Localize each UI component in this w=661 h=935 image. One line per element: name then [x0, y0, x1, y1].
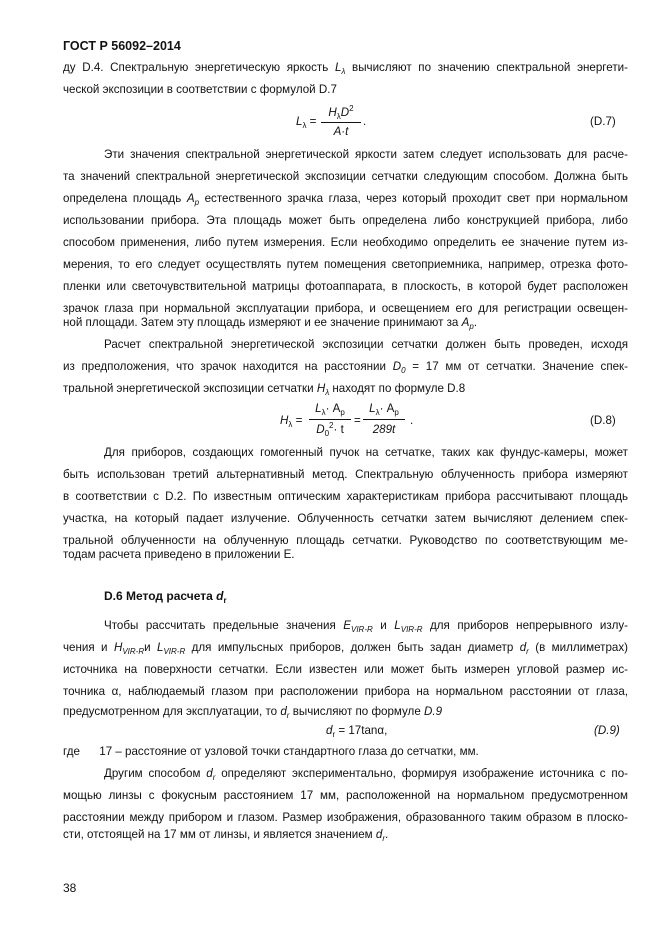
paragraph-line: тральной энергетической экспозиции сетчатки $H_\lambda$ находят по формуле D.8 [63, 382, 466, 397]
equation-number: (D.8) [590, 414, 616, 427]
paragraph-line: из предположения, что зрачок находится на расстоянии $D_0 = 17$ мм от сетчатки. Значение спек- [63, 360, 628, 375]
fraction-bar [321, 122, 361, 123]
paragraph-line: тральной облученности на облученную площадь сетчатки. Руководство по соответствующим ме- [63, 534, 628, 547]
paragraph-line: Эти значения спектральной энергетической яркости затем следует использовать для расче- [104, 148, 628, 161]
paragraph-line: ду D.4. Спектральную энергетическую яркость $L_\lambda$ вычисляют по значению спектральной энергети- [63, 61, 628, 76]
equation-number: (D.7) [590, 115, 616, 128]
paragraph-line: участка, на который падает излучение. Облученность сетчатки затем вычисляют делением спек- [63, 512, 628, 525]
paragraph-line: предусмотренном для эксплуатации, то $d_r$ вычисляют по формуле D.9 [63, 705, 443, 720]
paragraph-line: пленки или светочувствительной матрицы фотоаппарата, в плоскость, в которой будет расположен [63, 280, 628, 293]
paragraph-line: мощью линзы с фокусным расстоянием 17 мм, расположенной на нормальном предусмотренном [63, 789, 628, 802]
where-clause: где 17 – расстояние от узловой точки стандартного глаза до сетчатки, мм. [63, 745, 479, 758]
paragraph-line: зрачок глаза при нормальной эксплуатации прибора, и освещением его для регистрации освещен- [63, 302, 628, 315]
paragraph-line: использовании прибора. Эта площадь может быть определена либо конструкцией прибора, либо [63, 214, 628, 227]
paragraph-line: ческой экспозиции в соответствии с формулой D.7 [63, 83, 337, 96]
paragraph-line: Чтобы рассчитать предельные значения $E_{VIR-R}$ и $L_{VIR-R}$ для приборов непрерывного излу- [104, 619, 629, 634]
paragraph-line: точника α, наблюдаемый глазом при расположении прибора на нормальном расстоянии от глаза, [63, 685, 628, 698]
paragraph-line: расстоянии между прибором и глазом. Размер изображения, образованного таким образом в плоско- [63, 811, 628, 824]
section-heading: D.6 Метод расчета $d_r$ [104, 589, 227, 605]
paragraph-line: Для приборов, создающих гомогенный пучок на сетчатке, таких как фундус-камеры, может [104, 446, 628, 459]
paragraph-line: быть использован третий альтернативный метод. Спектральную облученность прибора измеряют [63, 468, 628, 481]
paragraph-line: та значений спектральной энергетической экспозиции сетчатки следующим способом. Должна быть [63, 170, 628, 183]
symbol-l-lambda: $L_\lambda$ [334, 61, 346, 76]
fraction-bar [309, 419, 351, 420]
paragraph-line: Расчет спектральной энергетической экспозиции сетчатки должен быть проведен, исходя [104, 338, 628, 351]
paragraph-line: мерения, то его следует осуществлять путем помещения светоприемника, например, отрезка фото- [63, 258, 628, 271]
paragraph-line: Другим способом $d_r$ определяют экспериментально, формируя изображение источника с по- [104, 767, 629, 782]
equation-number: (D.9) [594, 724, 620, 737]
paragraph-line: ной площади. Затем эту площадь измеряют и ее значение принимают за $A_p$. [63, 316, 478, 331]
page-number: 38 [63, 881, 77, 895]
paragraph-line: способом применения, либо путем измерения. Если необходимо определить ее значение путем из- [63, 236, 628, 249]
paragraph-line: в соответствии с D.2. По известным оптическим характеристикам прибора рассчитывают площадь [63, 490, 628, 503]
fraction-bar [363, 419, 405, 420]
paragraph-line: сти, отстоящей на 17 мм от линзы, и является значением $d_r$. [63, 828, 389, 843]
paragraph-line: чения и $H_{VIR-R}и$ $L_{VIR-R}$ для импульсных приборов, должен быть задан диаметр $d_r$ (в миллиметрах) [63, 641, 628, 656]
paragraph-line: тодам расчета приведено в приложении Е. [63, 548, 295, 561]
paragraph-line: источника на поверхности сетчатки. Если известен или может быть измерен угловой размер ис- [63, 663, 628, 676]
document-header: ГОСТ Р 56092–2014 [63, 39, 181, 53]
paragraph-line: определена площадь $A_p$ естественного зрачка глаза, через который проходит свет при нормальном [63, 192, 628, 207]
